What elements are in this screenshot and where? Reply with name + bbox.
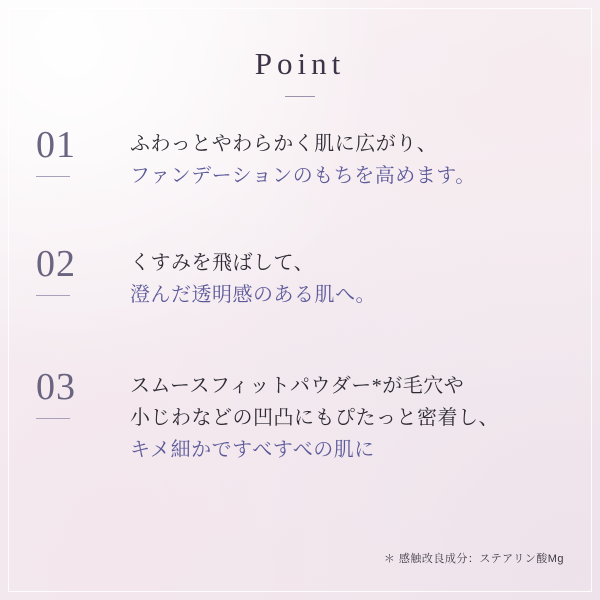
point-number-divider — [36, 295, 70, 296]
point-number-block — [36, 126, 130, 177]
point-number-block — [36, 365, 130, 419]
page-title: Point — [254, 46, 346, 81]
title-divider — [285, 96, 315, 97]
point-line: ふわっとやわらかく肌に広がり、 — [130, 133, 438, 155]
point-text-block — [130, 126, 566, 193]
point-item — [0, 126, 600, 193]
point-line: キメ細かですべすべの肌に — [130, 439, 375, 462]
point-item — [0, 365, 600, 467]
point-line: スムースフィットパウダー*が毛穴や — [130, 374, 465, 397]
point-number-divider — [36, 176, 70, 177]
point-item — [0, 242, 600, 312]
point-number: 01 — [36, 124, 76, 166]
footnote: ＊ 感触改良成分：ステアリン酸Mg — [383, 553, 564, 565]
point-number: 03 — [36, 365, 76, 408]
point-number: 02 — [36, 242, 76, 285]
point-line: 澄んだ透明感のある肌へ。 — [130, 284, 376, 307]
point-text-block — [130, 368, 566, 467]
point-number-divider — [36, 418, 70, 419]
point-line: くすみを飛ばして、 — [130, 251, 315, 274]
points-list — [0, 126, 600, 467]
point-line: 小じわなどの凹凸にもぴたっと密着し、 — [130, 406, 499, 429]
point-text-block — [130, 245, 566, 312]
point-line: ファンデーションのもちを高めます。 — [130, 165, 476, 188]
point-number-block — [36, 242, 130, 296]
